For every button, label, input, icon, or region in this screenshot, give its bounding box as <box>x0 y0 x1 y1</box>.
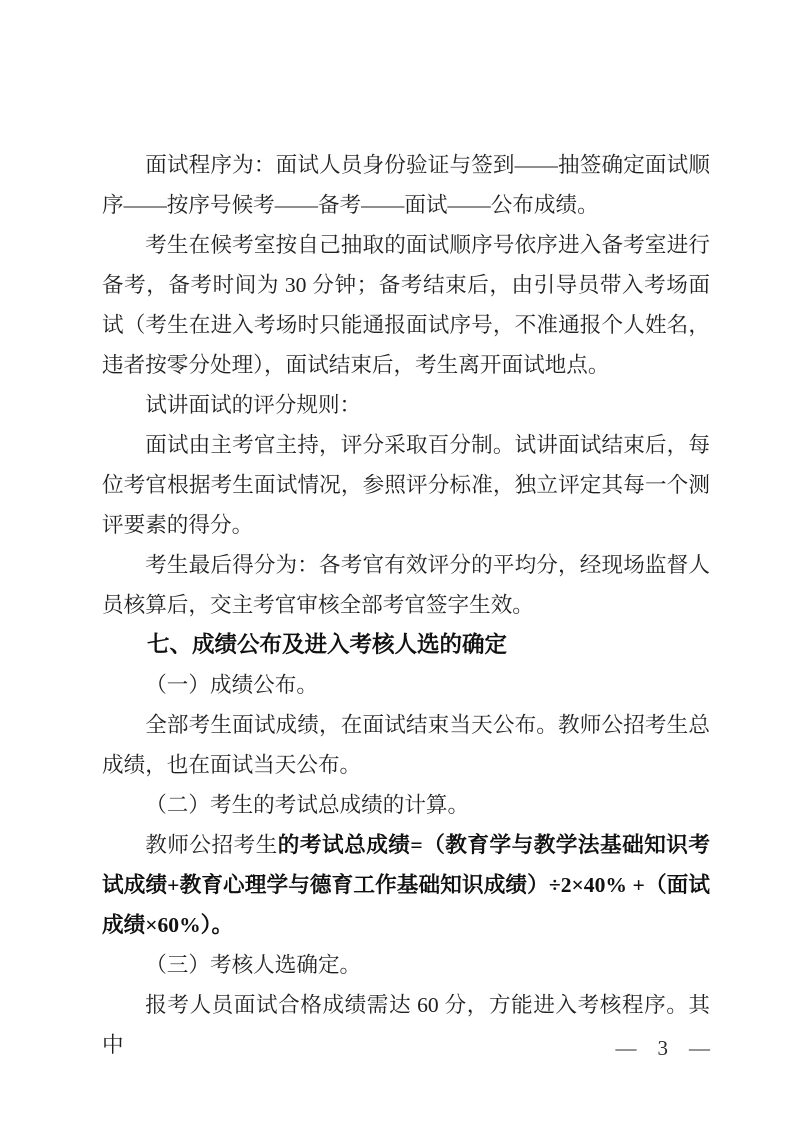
formula-bold-text: 的考试总成绩=（教育学与教学法基础知识考试成绩+教育心理学与德育工作基础知识成绩）÷2×40% +（面试成绩×60%）。 <box>102 833 710 937</box>
footer-dash-left: — <box>615 1036 637 1060</box>
paragraph-scoring-method: 面试由主考官主持，评分采取百分制。试讲面试结束后，每位考官根据考生面试情况，参照评分标准，独立评定其每一个测评要素的得分。 <box>102 433 710 537</box>
formula-regular-text: 教师公招考生 <box>145 833 278 857</box>
document-body <box>102 145 710 1065</box>
paragraph-total-score-formula <box>102 825 710 945</box>
paragraph-waiting-room-rules: 考生在候考室按自己抽取的面试顺序号依序进入备考室进行备考，备考时间为 30 分钟；备考结束后，由引导员带入考场面试（考生在进入考场时只能通报面试序号，不准通报个人姓名，违者按零分处理），面试结束后，考生离开面试地点。 <box>102 233 710 377</box>
paragraph-scoring-rules-title: 试讲面试的评分规则： <box>145 393 362 417</box>
paragraph-qualification-rule: 报考人员面试合格成绩需达 60 分，方能进入考核程序。其中 <box>102 993 710 1057</box>
subsection-3-title: （三）考核人选确定。 <box>145 953 362 977</box>
section-7-heading: 七、成绩公布及进入考核人选的确定 <box>147 632 508 657</box>
footer-dash-right: — <box>689 1036 710 1060</box>
paragraph-final-score-rule: 考生最后得分为：各考官有效评分的平均分，经现场监督人员核算后，交主考官审核全部考官签字生效。 <box>102 553 710 617</box>
subsection-1-title: （一）成绩公布。 <box>145 673 318 697</box>
paragraph-interview-procedure: 面试程序为：面试人员身份验证与签到——抽签确定面试顺序——按序号候考——备考——面试——公布成绩。 <box>102 153 710 217</box>
page-number: 3 <box>657 1036 668 1060</box>
subsection-2-title: （二）考生的考试总成绩的计算。 <box>145 793 470 817</box>
page-footer <box>616 1036 711 1060</box>
paragraph-score-announcement: 全部考生面试成绩，在面试结束当天公布。教师公招考生总成绩，也在面试当天公布。 <box>102 713 710 777</box>
